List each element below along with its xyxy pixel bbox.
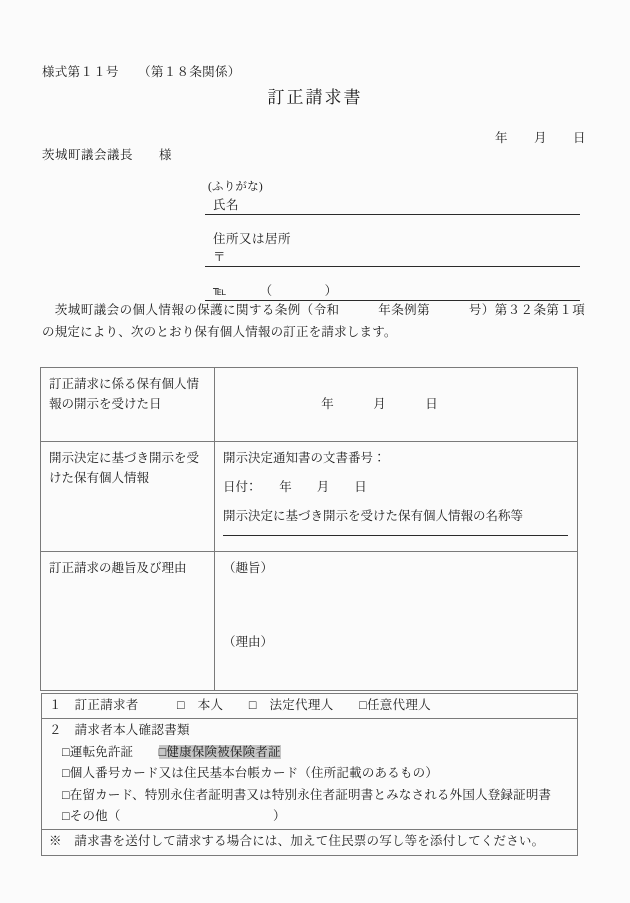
requester-type-row[interactable]: １ 訂正請求者 □ 本人 □ 法定代理人 □任意代理人: [42, 694, 578, 719]
date-line: 年 月 日: [494, 131, 586, 145]
row-label-purpose-reason: 訂正請求の趣旨及び理由: [41, 551, 215, 690]
table-row: [41, 551, 578, 690]
identity-option-residence-card[interactable]: □在留カード、特別永住者証明書又は特別永住者証明書とみなされる外国人登録証明書: [62, 787, 552, 802]
purpose-label: （趣旨）: [223, 560, 274, 575]
option-drivers-license[interactable]: □運転免許証: [62, 744, 159, 759]
form-number: 様式第１１号 （第１８条関係）: [42, 65, 241, 79]
identity-option-other[interactable]: □その他（ ）: [62, 808, 286, 823]
disclosed-info-name: 開示決定に基づき開示を受けた保有個人情報の名称等: [223, 509, 524, 524]
name-field[interactable]: 氏名: [205, 195, 580, 215]
notice-document-number: 開示決定通知書の文書番号：: [223, 450, 386, 465]
table-row: [42, 719, 578, 830]
identity-documents-row: [42, 719, 578, 830]
address-label: 住所又は居所: [213, 232, 292, 246]
identity-verification-table: [41, 693, 578, 856]
table-row: [41, 368, 578, 442]
applicant-block: [205, 178, 580, 301]
table-row: [42, 694, 578, 719]
zip-field[interactable]: 〒: [205, 247, 580, 267]
identity-option-license-health[interactable]: [49, 743, 571, 762]
option-health-insurance-card[interactable]: □健康保険被保険者証: [158, 744, 281, 759]
identity-option-mynumber-card[interactable]: □個人番号カード又は住民基本台帳カード（住所記載のあるもの）: [62, 766, 439, 781]
disclosure-date-placeholder: 年 月 日: [321, 397, 439, 412]
page-title: 訂正請求書: [267, 88, 363, 107]
mail-submission-note: ※ 請求書を送付して請求する場合には、加えて住民票の写し等を添付してください。: [42, 830, 578, 855]
disclosed-info-rule: [223, 535, 568, 536]
reason-label: （理由）: [223, 634, 274, 649]
table-row: [41, 441, 578, 551]
table-row: [42, 830, 578, 855]
row-value-disclosed-info[interactable]: [215, 441, 578, 551]
row-value-purpose-reason[interactable]: [215, 551, 578, 690]
identity-documents-heading: ２ 請求者本人確認書類: [49, 723, 190, 738]
request-statement: 茨城町議会の個人情報の保護に関する条例（令和 年条例第 号）第３２条第１項の規定により、次のとおり保有個人情報の訂正を請求します。: [42, 303, 585, 339]
telephone-field[interactable]: ℡ （ ）: [205, 281, 580, 301]
row-label-disclosure-date: 訂正請求に係る保有個人情報の開示を受けた日: [41, 368, 215, 442]
notice-date: 日付： 年 月 日: [223, 480, 367, 494]
addressee: 茨城町議会議長 様: [42, 148, 173, 162]
row-value-disclosure-date[interactable]: [215, 368, 578, 442]
furigana-label: (ふりがな): [208, 181, 263, 193]
request-details-table: [40, 367, 578, 691]
row-label-disclosed-info: 開示決定に基づき開示を受けた保有個人情報: [41, 441, 215, 551]
